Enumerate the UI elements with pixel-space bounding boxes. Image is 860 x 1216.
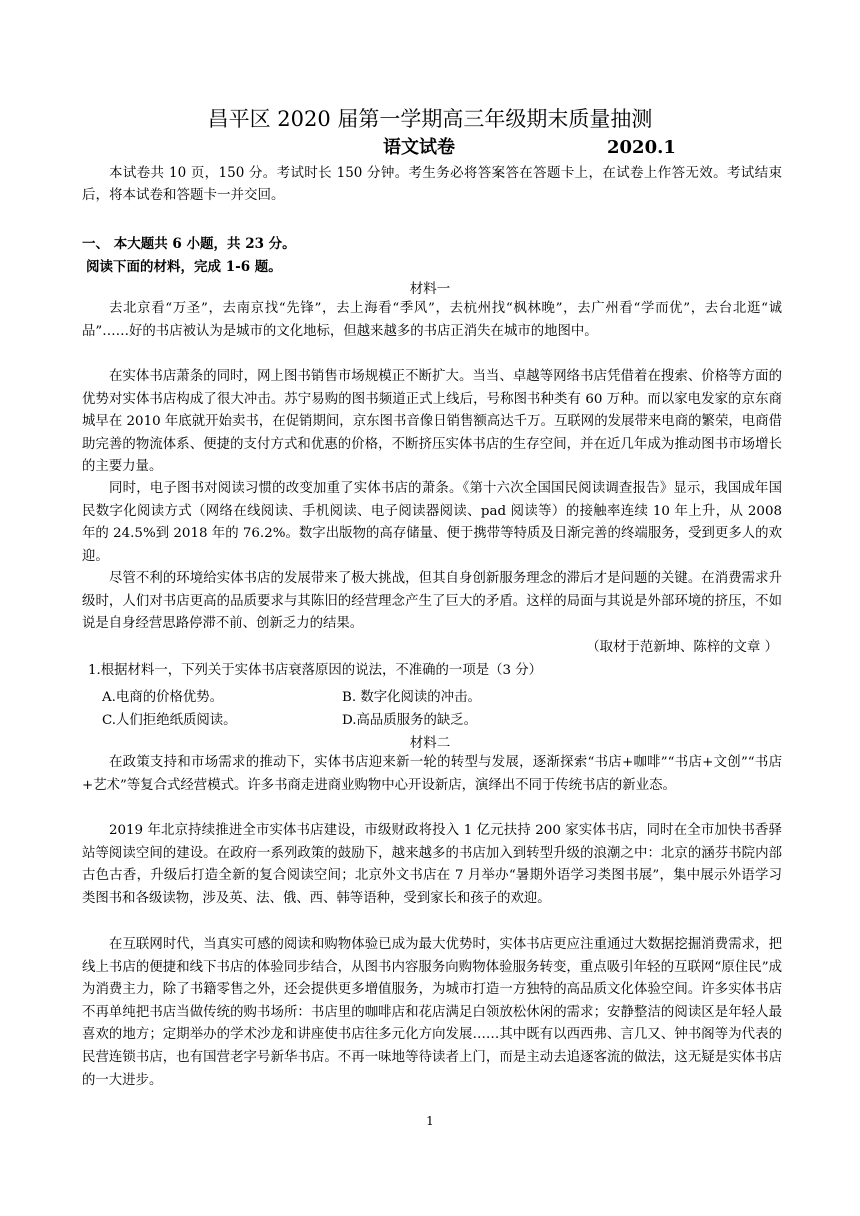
material-1-paragraph: 同时，电子图书对阅读习惯的改变加重了实体书店的萧条。《第十六次全国国民阅读调查报告》显示，我国成年国民数字化阅读方式（网络在线阅读、手机阅读、电子阅读器阅读、pad 阅读等）的接触率连续 10 年上升，从 2008 年的 24.5%到 2018 年的 76.2%。数字出版物的高存储量、便于携带等特质及日渐完善的终端服务，受到更多人的欢迎。 [82, 481, 782, 564]
section-heading: 一、 本大题共 6 小题，共 23 分。 [82, 236, 296, 252]
material-2-paragraph: 在互联网时代，当真实可感的阅读和购物体验已成为最大优势时，实体书店更应注重通过大数据挖掘消费需求，把线上书店的便捷和线下书店的体验同步结合，从图书内容服务向购物体验服务转变，重点吸引年轻的互联网“原住民”成为消费主力，除了书籍零售之外，还会提供更多增值服务，为城市打造一方独特的高品质文化体验空间。许多实体书店不再单纯把书店当做传统的购书场所：书店里的咖啡店和花店满足白领放松休闲的需求；安静整洁的阅读区是年轻人最喜欢的地方；定期举办的学术沙龙和讲座使书店往多元化方向发展……其中既有以西西弗、言几又、钟书阁等为代表的民营连锁书店，也有国营老字号新华书店。不再一味地等待读者上门，而是主动去追逐客流的做法，这无疑是实体书店的一大进步。 [82, 937, 782, 1088]
material-1-source: （取材于范新坤、陈梓的文章 ） [586, 640, 778, 655]
page-number: 1 [426, 1114, 434, 1128]
exam-title: 昌平区 2020 届第一学期高三年级期末质量抽测 [207, 107, 653, 131]
material-2-paragraph: 2019 年北京持续推进全市实体书店建设，市级财政将投入 1 亿元扶持 200 家实体书店，同时在全市加快书香驿站等阅读空间的建设。在政府一系列政策的鼓励下，越来越多的书店加入到转型升级的浪潮之中：北京的涵芬书院内部古色古香，升级后打造全新的复合阅读空间；北京外文书店在 7 月举办“暑期外语学习类图书展”，集中展示外语学习类图书和各级读物，涉及英、法、俄、西、韩等语种，受到家长和孩子的欢迎。 [82, 823, 782, 906]
question-1-stem: 1.根据材料一，下列关于实体书店衰落原因的说法，不准确的一项是（3 分） [88, 663, 543, 678]
question-1-option-b: B. 数字化阅读的冲击。 [342, 690, 481, 705]
question-1-option-c: C.人们拒绝纸质阅读。 [102, 713, 237, 728]
material-1-title: 材料一 [409, 281, 451, 297]
exam-instructions: 本试卷共 10 页，150 分。考试时长 150 分钟。考生务必将答案答在答题卡上，在试卷上作答无效。考试结束后，将本试卷和答题卡一并交回。 [82, 165, 782, 203]
exam-date: 2020.1 [607, 137, 676, 158]
material-1-paragraph: 尽管不利的环境给实体书店的发展带来了极大挑战，但其自身创新服务理念的滞后才是问题的关键。在消费需求升级时，人们对书店更高的品质要求与其陈旧的经营理念产生了巨大的矛盾。这样的局面与其说是外部环境的挤压，不如说是自身经营思路停滞不前、创新乏力的结果。 [82, 571, 782, 632]
material-2-title: 材料二 [409, 735, 451, 751]
question-1-option-d: D.高品质服务的缺乏。 [342, 713, 478, 728]
material-2-paragraph: 在政策支持和市场需求的推动下，实体书店迎来新一轮的转型与发展，逐渐探索“书店+咖啡”“书店+文创”“书店+艺术”等复合式经营模式。许多书商走进商业购物中心开设新店，演绎出不同于传统书店的新业态。 [82, 755, 782, 793]
material-1-paragraph: 在实体书店萧条的同时，网上图书销售市场规模正不断扩大。当当、卓越等网络书店凭借着在搜索、价格等方面的优势对实体书店构成了很大冲击。苏宁易购的图书频道正式上线后，号称图书种类有 60 万种。而以家电发家的京东商城早在 2010 年底就开始卖书，在促销期间，京东图书音像日销售额高达千万。互联网的发展带来电商的繁荣，电商借助完善的物流体系、便捷的支付方式和优惠的价格，不断挤压实体书店的生存空间，并在近几年成为推动图书市场增长的主要力量。 [82, 369, 782, 475]
material-1-paragraph: 去北京看“万圣”，去南京找“先锋”，去上海看“季风”，去杭州找“枫林晚”，去广州看“学而优”，去台北逛“诚品”……好的书店被认为是城市的文化地标，但越来越多的书店正消失在城市的地图中。 [82, 301, 782, 339]
exam-subtitle: 语文试卷 [383, 137, 455, 158]
section-prompt: 阅读下面的材料，完成 1-6 题。 [86, 259, 282, 275]
question-1-option-a: A.电商的价格优势。 [102, 690, 224, 705]
